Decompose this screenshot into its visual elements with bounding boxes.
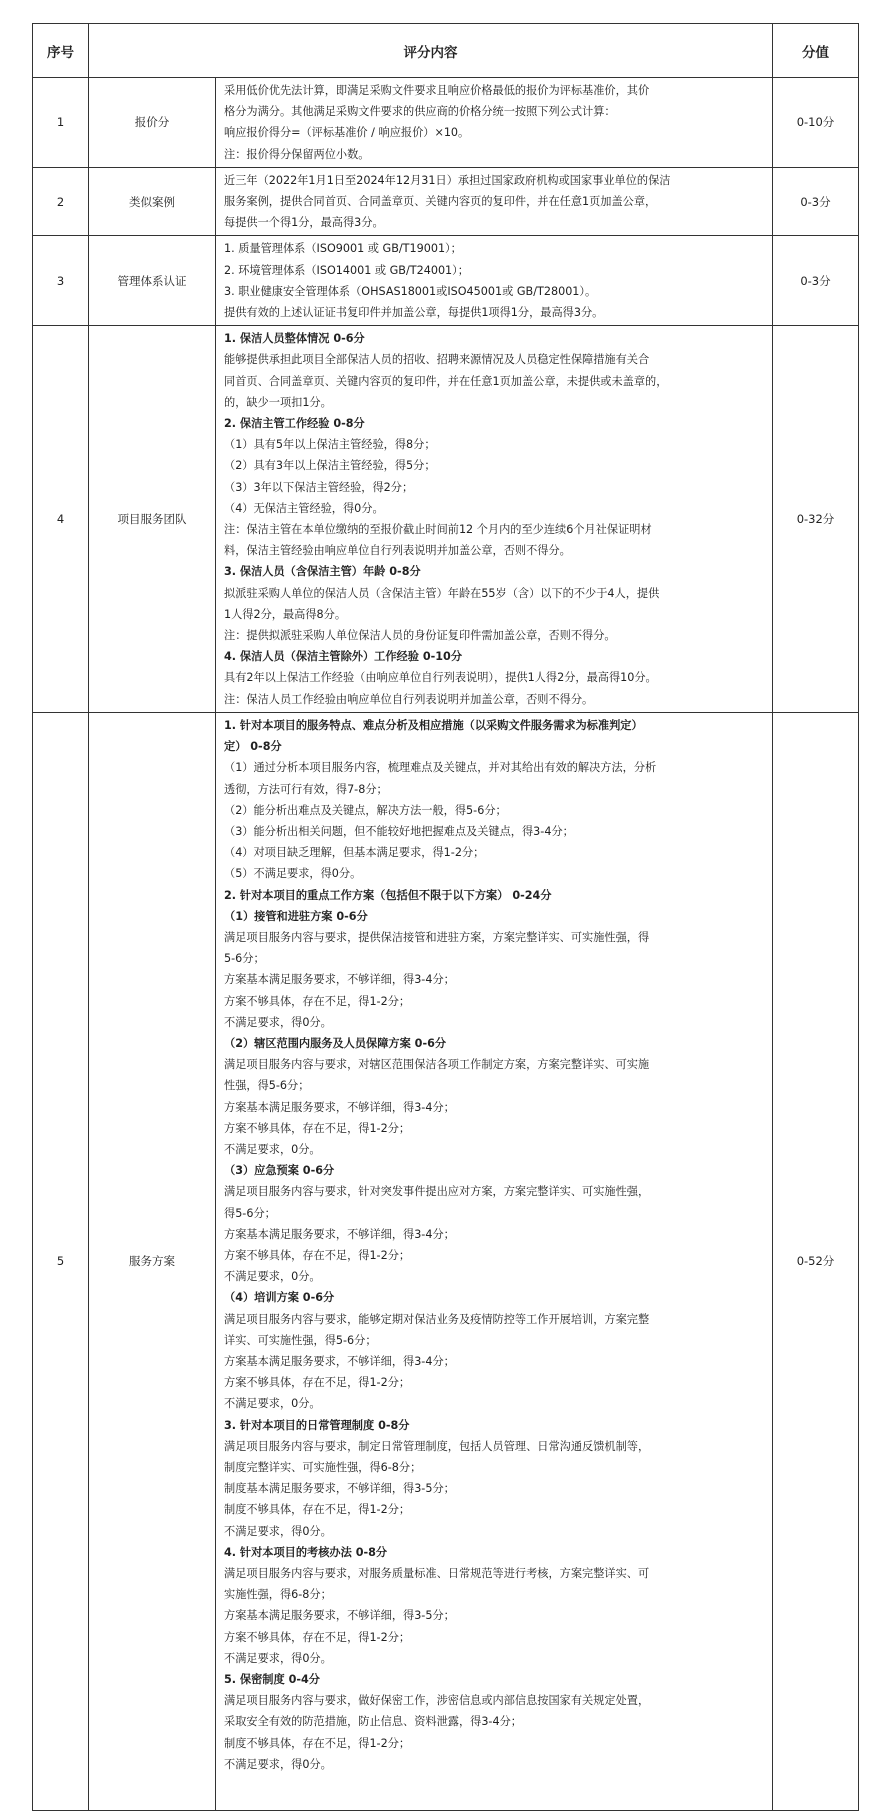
criterion-text: 采用低价优先法计算，即满足采购文件要求且响应价格最低的报价为评标基准价，其价 xyxy=(224,84,650,97)
criterion-text: （3）3年以下保洁主管经验，得2分； xyxy=(224,480,414,494)
row-content xyxy=(216,712,773,1810)
criterion-text: 不满足要求，得0分。 xyxy=(224,1015,332,1029)
row-index: 4 xyxy=(33,326,89,713)
criterion-heading: 5. 保密制度 0-4分 xyxy=(224,1673,320,1687)
criterion-text: 满足项目服务内容与要求，针对突发事件提出应对方案，方案完整详实、可实施性强， xyxy=(224,1185,650,1199)
criterion-text: 不满足要求，0分。 xyxy=(224,1142,321,1156)
criterion-heading: 3. 针对本项目的日常管理制度 0-8分 xyxy=(224,1418,410,1432)
criterion-text: 满足项目服务内容与要求，对辖区范围保洁各项工作制定方案，方案完整详实、可实施 xyxy=(224,1058,650,1072)
criterion-text: （5）不满足要求，得0分。 xyxy=(224,867,362,881)
criterion-heading: 2. 针对本项目的重点工作方案（包括但不限于以下方案） 0-24分 xyxy=(224,888,552,902)
header-content: 评分内容 xyxy=(89,24,773,78)
row-index: 3 xyxy=(33,236,89,326)
criterion-text: （2）具有3年以上保洁主管经验，得5分； xyxy=(224,459,436,473)
criterion-text: （2）能分析出难点及关键点，解决方法一般，得5-6分； xyxy=(224,803,507,817)
criterion-text: 料，保洁主管经验由响应单位自行列表说明并加盖公章，否则不得分。 xyxy=(224,544,571,558)
criterion-text: 满足项目服务内容与要求，提供保洁接管和进驻方案，方案完整详实、可实施性强，得 xyxy=(224,930,650,944)
criterion-text: 不满足要求，得0分。 xyxy=(224,1757,332,1771)
row-content xyxy=(216,236,773,326)
row-score: 0-3分 xyxy=(773,167,859,236)
criterion-text: 方案不够具体，存在不足，得1-2分； xyxy=(224,994,411,1008)
criterion-text: 1人得2分，最高得8分。 xyxy=(224,607,347,621)
criterion-text: 3. 职业健康安全管理体系（OHSAS18001或ISO45001或 GB/T28001）。 xyxy=(224,284,597,298)
criterion-text: 不满足要求，得0分。 xyxy=(224,1524,332,1538)
row-index: 1 xyxy=(33,78,89,168)
table-row xyxy=(33,78,859,168)
criterion-text: 方案基本满足服务要求，不够详细，得3-5分； xyxy=(224,1609,455,1623)
criterion-heading: （3）应急预案 0-6分 xyxy=(224,1164,335,1178)
criterion-text: （4）对项目缺乏理解，但基本满足要求，得1-2分； xyxy=(224,846,485,860)
criterion-heading: 定） 0-8分 xyxy=(224,740,282,754)
criterion-text: 的，缺少一项扣1分。 xyxy=(224,395,332,409)
criterion-text: 1. 质量管理体系（ISO9001 或 GB/T19001）； xyxy=(224,242,462,256)
criterion-text: 方案基本满足服务要求，不够详细，得3-4分； xyxy=(224,1354,455,1368)
criterion-text: 满足项目服务内容与要求，能够定期对保洁业务及疫情防控等工作开展培训，方案完整 xyxy=(224,1312,650,1326)
criterion-text: 方案不够具体，存在不足，得1-2分； xyxy=(224,1376,411,1390)
row-index: 2 xyxy=(33,167,89,236)
criterion-text: 2. 环境管理体系（ISO14001 或 GB/T24001）； xyxy=(224,263,469,277)
row-index: 5 xyxy=(33,712,89,1810)
criterion-text: 制度不够具体，存在不足，得1-2分； xyxy=(224,1503,411,1517)
row-content xyxy=(216,78,773,168)
criterion-text: 5-6分； xyxy=(224,952,265,966)
row-content xyxy=(216,326,773,713)
criterion-text: 满足项目服务内容与要求，制定日常管理制度，包括人员管理、日常沟通反馈机制等， xyxy=(224,1439,650,1453)
criterion-text: 满足项目服务内容与要求，对服务质量标准、日常规范等进行考核，方案完整详实、可 xyxy=(224,1567,650,1581)
criterion-text: 拟派驻采购人单位的保洁人员（含保洁主管）年龄在55岁（含）以下的不少于4人，提供 xyxy=(224,586,660,600)
criterion-text: 不满足要求，0分。 xyxy=(224,1397,321,1411)
criterion-text: 提供有效的上述认证证书复印件并加盖公章，每提供1项得1分，最高得3分。 xyxy=(224,306,604,320)
header-score: 分值 xyxy=(773,24,859,78)
criterion-text: 性强，得5-6分； xyxy=(224,1079,310,1093)
criterion-text: 响应报价得分=（评标基准价 / 响应报价）×10。 xyxy=(224,126,470,140)
criterion-text: 制度基本满足服务要求，不够详细，得3-5分； xyxy=(224,1482,455,1496)
criterion-text: （4）无保洁主管经验，得0分。 xyxy=(224,501,384,515)
criterion-text: 制度完整详实、可实施性强，得6-8分； xyxy=(224,1461,422,1474)
table-row xyxy=(33,326,859,713)
criterion-text: 注：保洁主管在本单位缴纳的至报价截止时间前12 个月内的至少连续6个月社保证明材 xyxy=(224,523,652,537)
criterion-text: 详实、可实施性强，得5-6分； xyxy=(224,1333,377,1347)
criterion-heading: 3. 保洁人员（含保洁主管）年龄 0-8分 xyxy=(224,565,421,579)
criterion-heading: （2）辖区范围内服务及人员保障方案 0-6分 xyxy=(224,1036,447,1050)
criterion-text: 方案基本满足服务要求，不够详细，得3-4分； xyxy=(224,1100,455,1114)
criterion-heading: 1. 针对本项目的服务特点、难点分析及相应措施（以采购文件服务需求为标准判定） xyxy=(224,718,643,732)
criterion-text: 服务案例，提供合同首页、合同盖章页、关键内容页的复印件，并在任意1页加盖公章， xyxy=(224,195,657,209)
criterion-text: 近三年（2022年1月1日至2024年12月31日）承担过国家政府机构或国家事业单位的保洁 xyxy=(224,173,671,187)
criterion-text: 透彻，方法可行有效，得7-8分； xyxy=(224,782,388,796)
row-content xyxy=(216,167,773,236)
criterion-text: 格分为满分。其他满足采购文件要求的供应商的价格分统一按照下列公式计算： xyxy=(224,105,616,119)
criterion-heading: 4. 保洁人员（保洁主管除外）工作经验 0-10分 xyxy=(224,650,463,664)
criterion-text: 方案不够具体，存在不足，得1-2分； xyxy=(224,1121,411,1135)
row-item-name: 项目服务团队 xyxy=(89,326,216,713)
criterion-text: （3）能分析出相关问题，但不能较好地把握难点及关键点，得3-4分； xyxy=(224,824,574,838)
criterion-text: 采取安全有效的防范措施，防止信息、资料泄露，得3-4分； xyxy=(224,1715,522,1729)
criterion-text: 得5-6分； xyxy=(224,1206,276,1220)
criterion-heading: （1）接管和进驻方案 0-6分 xyxy=(224,909,368,923)
row-item-name: 管理体系认证 xyxy=(89,236,216,326)
criterion-text: 方案基本满足服务要求，不够详细，得3-4分； xyxy=(224,973,455,987)
criterion-text: 方案不够具体，存在不足，得1-2分； xyxy=(224,1630,411,1644)
row-score: 0-52分 xyxy=(773,712,859,1810)
header-index: 序号 xyxy=(33,24,89,78)
row-item-name: 报价分 xyxy=(89,78,216,168)
criterion-heading: 1. 保洁人员整体情况 0-6分 xyxy=(224,332,365,346)
criterion-text: 每提供一个得1分，最高得3分。 xyxy=(224,216,384,230)
criterion-heading: （4）培训方案 0-6分 xyxy=(224,1291,335,1305)
criterion-text: 实施性强，得6-8分； xyxy=(224,1588,332,1602)
criterion-text: 不满足要求，得0分。 xyxy=(224,1651,332,1665)
criterion-text: 满足项目服务内容与要求，做好保密工作，涉密信息或内部信息按国家有关规定处置， xyxy=(224,1694,650,1708)
scoring-table xyxy=(32,23,859,1811)
row-score: 0-3分 xyxy=(773,236,859,326)
table-row xyxy=(33,712,859,1810)
criterion-text: 注：保洁人员工作经验由响应单位自行列表说明并加盖公章，否则不得分。 xyxy=(224,692,594,706)
criterion-text: 方案不够具体，存在不足，得1-2分； xyxy=(224,1248,411,1262)
criterion-text: （1）具有5年以上保洁主管经验，得8分； xyxy=(224,438,436,452)
criterion-text: 具有2年以上保洁工作经验（由响应单位自行列表说明），提供1人得2分，最高得10分。 xyxy=(224,671,657,685)
criterion-text: 注：报价得分保留两位小数。 xyxy=(224,147,370,161)
criterion-text: 方案基本满足服务要求，不够详细，得3-4分； xyxy=(224,1227,455,1241)
criterion-text: 能够提供承担此项目全部保洁人员的招收、招聘来源情况及人员稳定性保障措施有关合 xyxy=(224,353,650,367)
criterion-text: 注：提供拟派驻采购人单位保洁人员的身份证复印件需加盖公章，否则不得分。 xyxy=(224,629,616,643)
criterion-heading: 2. 保洁主管工作经验 0-8分 xyxy=(224,417,365,431)
criterion-heading: 4. 针对本项目的考核办法 0-8分 xyxy=(224,1545,388,1559)
row-score: 0-32分 xyxy=(773,326,859,713)
row-item-name: 服务方案 xyxy=(89,712,216,1810)
table-row xyxy=(33,236,859,326)
criterion-text: （1）通过分析本项目服务内容，梳理难点及关键点，并对其给出有效的解决方法，分析 xyxy=(224,761,657,775)
criterion-text: 同首页、合同盖章页、关键内容页的复印件，并在任意1页加盖公章，未提供或未盖章的， xyxy=(224,374,668,388)
table-row xyxy=(33,167,859,236)
row-score: 0-10分 xyxy=(773,78,859,168)
criterion-text: 制度不够具体，存在不足，得1-2分； xyxy=(224,1736,411,1750)
table-header-row xyxy=(33,24,859,78)
row-item-name: 类似案例 xyxy=(89,167,216,236)
criterion-text: 不满足要求，0分。 xyxy=(224,1270,321,1284)
